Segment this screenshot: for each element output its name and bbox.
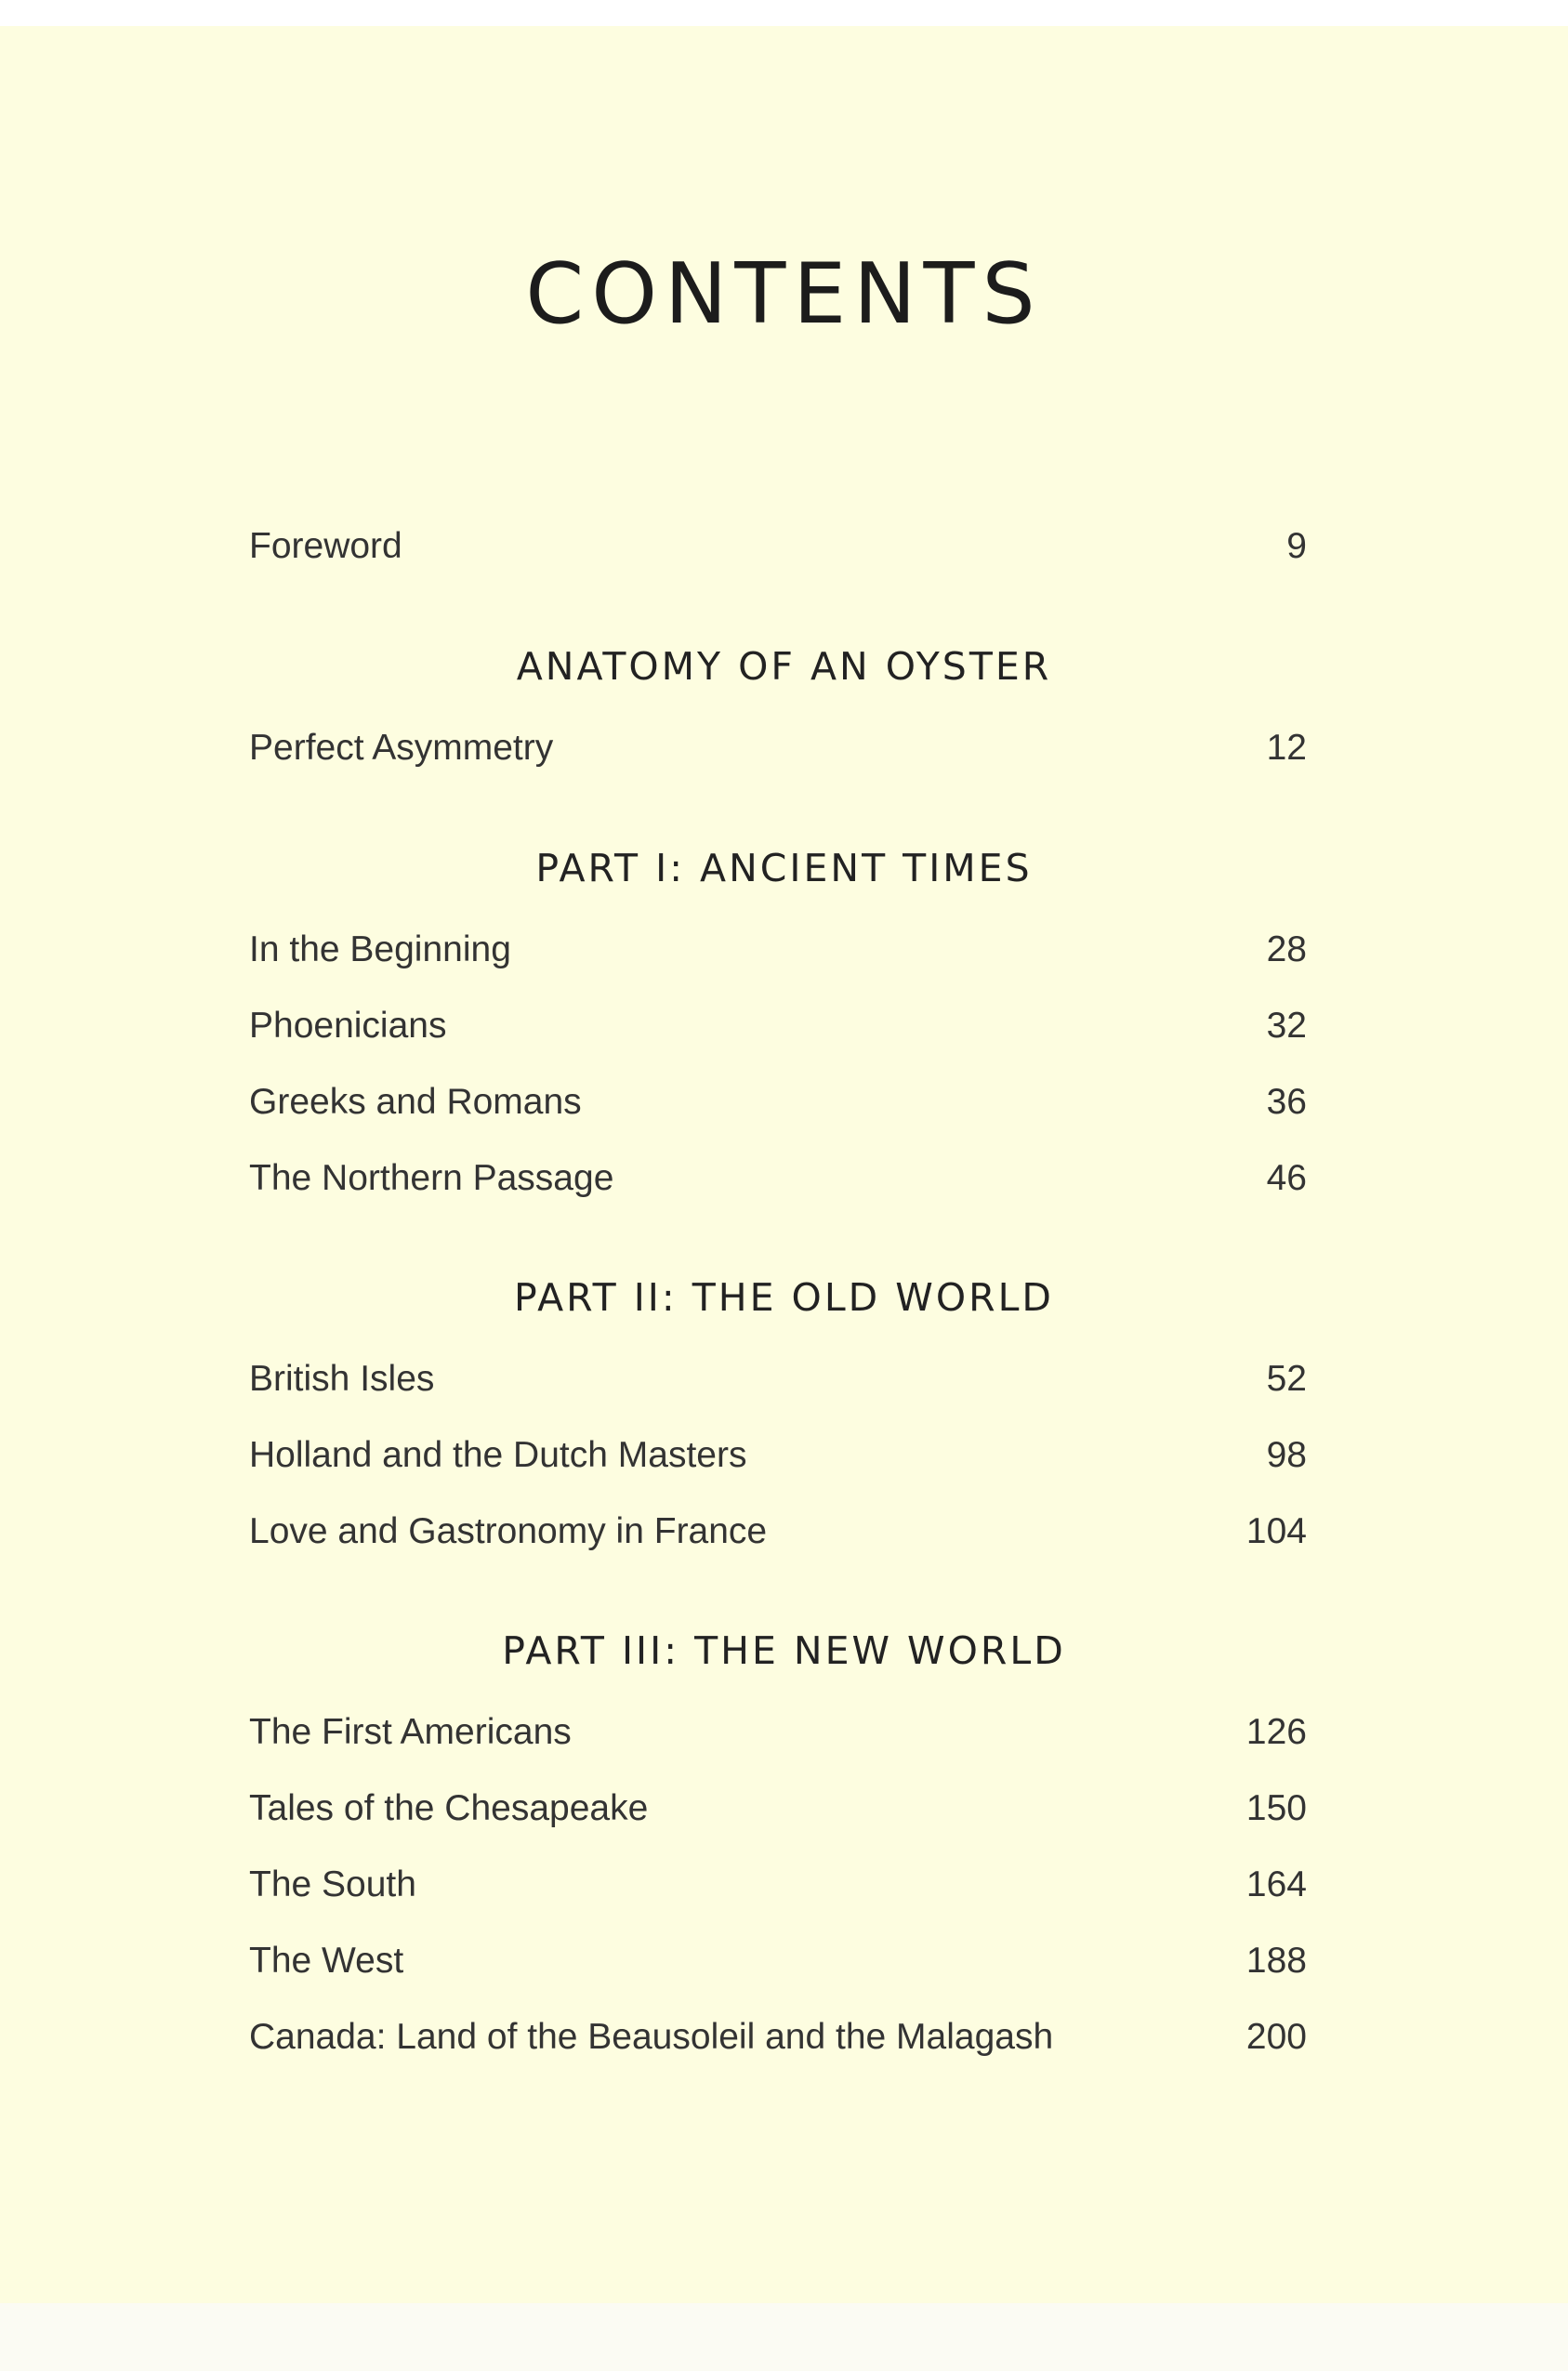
toc-entry[interactable] xyxy=(249,1504,1307,1560)
entry-page-number: 32 xyxy=(1266,1006,1307,1046)
entry-page-number: 52 xyxy=(1266,1359,1307,1399)
section-heading-part-1: PART I: ANCIENT TIMES xyxy=(535,846,1033,890)
entry-title: Greeks and Romans xyxy=(249,1082,582,1122)
entry-title: Tales of the Chesapeake xyxy=(249,1788,649,1828)
page-bottom-margin xyxy=(0,2303,1568,2371)
entry-page-number: 126 xyxy=(1245,1712,1307,1752)
section-heading-part-3: PART III: THE NEW WORLD xyxy=(502,1628,1066,1673)
entry-page-number: 46 xyxy=(1266,1158,1307,1198)
toc-entry[interactable] xyxy=(249,922,1307,978)
toc-entry[interactable] xyxy=(249,2009,1307,2065)
entry-title: Phoenicians xyxy=(249,1006,447,1046)
entry-page-number: 28 xyxy=(1266,929,1307,969)
entry-title: Foreword xyxy=(249,526,402,566)
entry-title: The South xyxy=(249,1864,416,1904)
entry-page-number: 200 xyxy=(1245,2017,1307,2057)
entry-page-number: 12 xyxy=(1266,728,1307,768)
entry-page-number: 150 xyxy=(1245,1788,1307,1828)
toc-entry[interactable] xyxy=(249,720,1307,776)
entry-title: Love and Gastronomy in France xyxy=(249,1511,768,1551)
toc-entry[interactable] xyxy=(249,998,1307,1054)
entry-title: In the Beginning xyxy=(249,929,511,969)
toc-entry-foreword[interactable] xyxy=(249,519,1307,574)
toc-entry[interactable] xyxy=(249,1781,1307,1837)
section-heading-part-2: PART II: THE OLD WORLD xyxy=(513,1275,1054,1320)
entry-title: Canada: Land of the Beausoleil and the Malagash xyxy=(249,2017,1054,2057)
entry-page-number: 98 xyxy=(1266,1435,1307,1475)
entry-title: The First Americans xyxy=(249,1712,572,1752)
toc-entry[interactable] xyxy=(249,1074,1307,1130)
toc-entry[interactable] xyxy=(249,1933,1307,1989)
toc-entry[interactable] xyxy=(249,1351,1307,1407)
entry-page-number: 164 xyxy=(1245,1864,1307,1904)
toc-entry[interactable] xyxy=(249,1705,1307,1760)
toc-entry[interactable] xyxy=(249,1857,1307,1913)
toc-entry[interactable] xyxy=(249,1151,1307,1206)
entry-page-number: 104 xyxy=(1245,1511,1307,1551)
entry-title: The Northern Passage xyxy=(249,1158,614,1198)
toc-entry[interactable] xyxy=(249,1428,1307,1483)
entry-title: British Isles xyxy=(249,1359,435,1399)
entry-title: Perfect Asymmetry xyxy=(249,728,554,768)
page-title: CONTENTS xyxy=(525,245,1043,343)
entry-title: The West xyxy=(249,1941,404,1981)
entry-page-number: 9 xyxy=(1286,526,1307,566)
entry-page-number: 36 xyxy=(1266,1082,1307,1122)
entry-page-number: 188 xyxy=(1245,1941,1307,1981)
entry-title: Holland and the Dutch Masters xyxy=(249,1435,747,1475)
section-heading-anatomy: ANATOMY OF AN OYSTER xyxy=(516,644,1052,689)
